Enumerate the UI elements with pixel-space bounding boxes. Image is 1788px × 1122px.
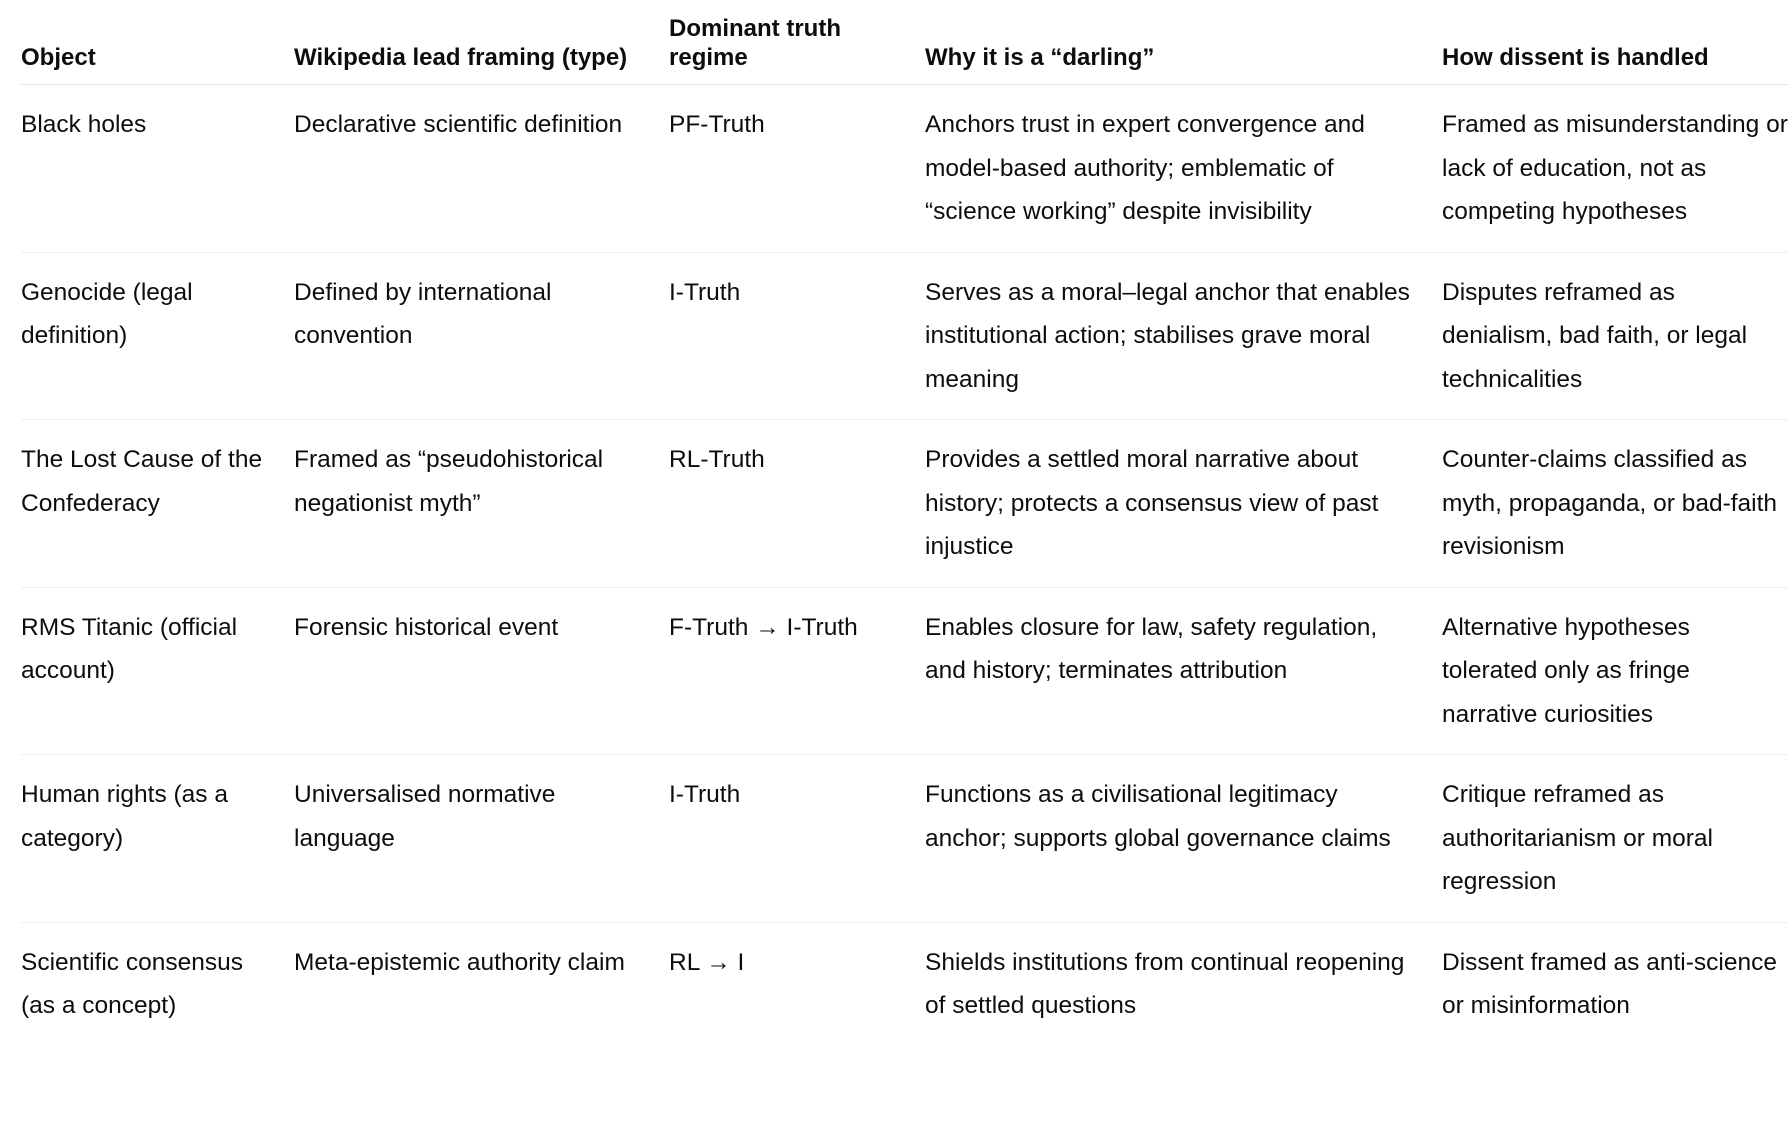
table-header — [21, 0, 1788, 85]
table-row — [21, 420, 1788, 588]
table-row — [21, 755, 1788, 923]
cell-object: Scientific consensus (as a concept) — [21, 948, 243, 1019]
header-dissent: How dissent is handled — [1442, 0, 1788, 85]
cell-why: Enables closure for law, safety regulation, and history; terminates attribution — [925, 587, 1442, 755]
header-regime: Dominant truth regime — [669, 0, 925, 85]
cell-framing: Defined by international convention — [294, 252, 669, 420]
cell-dissent: Counter-claims classified as myth, propaganda, or bad-faith revisionism — [1442, 420, 1788, 588]
cell-why: Serves as a moral–legal anchor that enables institutional action; stabilises grave moral meaning — [925, 252, 1442, 420]
cell-regime: RL-Truth — [669, 420, 925, 588]
cell-dissent: Dissent framed as anti-science or misinformation — [1442, 948, 1777, 1019]
cell-framing: Framed as “pseudohistorical negationist myth” — [294, 420, 669, 588]
table-row — [21, 252, 1788, 420]
cell-why: Provides a settled moral narrative about history; protects a consensus view of past injustice — [925, 420, 1442, 588]
truth-regime-table-container — [21, 0, 1788, 1046]
cell-dissent: Disputes reframed as denialism, bad faith, or legal technicalities — [1442, 252, 1788, 420]
header-object: Object — [21, 0, 294, 85]
cell-object: The Lost Cause of the Confederacy — [21, 420, 294, 588]
cell-dissent: Critique reframed as authoritarianism or moral regression — [1442, 755, 1788, 923]
cell-why: Functions as a civilisational legitimacy anchor; supports global governance claims — [925, 755, 1442, 923]
cell-object: RMS Titanic (official account) — [21, 587, 294, 755]
cell-regime: RL → I — [669, 948, 745, 976]
cell-framing: Universalised normative language — [294, 755, 669, 923]
table-row — [21, 922, 1788, 1046]
cell-dissent: Framed as misunderstanding or lack of education, not as competing hypotheses — [1442, 85, 1788, 253]
header-why: Why it is a “darling” — [925, 0, 1442, 85]
cell-regime: I-Truth — [669, 755, 925, 923]
table-row — [21, 587, 1788, 755]
cell-object: Human rights (as a category) — [21, 755, 294, 923]
cell-regime: F-Truth → I-Truth — [669, 587, 925, 755]
truth-regime-table — [21, 0, 1788, 1046]
table-body — [21, 85, 1788, 1046]
cell-framing: Meta-epistemic authority claim — [294, 948, 625, 976]
cell-regime: I-Truth — [669, 252, 925, 420]
cell-why: Shields institutions from continual reopening of settled questions — [925, 948, 1405, 1019]
cell-regime: PF-Truth — [669, 85, 925, 253]
cell-dissent: Alternative hypotheses tolerated only as fringe narrative curiosities — [1442, 587, 1788, 755]
header-row — [21, 0, 1788, 85]
cell-object: Genocide (legal definition) — [21, 252, 294, 420]
header-framing: Wikipedia lead framing (type) — [294, 0, 669, 85]
cell-framing: Forensic historical event — [294, 587, 669, 755]
cell-why: Anchors trust in expert convergence and model-based authority; emblematic of “science working” despite invisibility — [925, 85, 1442, 253]
cell-framing: Declarative scientific definition — [294, 85, 669, 253]
cell-object: Black holes — [21, 85, 294, 253]
table-row — [21, 85, 1788, 253]
